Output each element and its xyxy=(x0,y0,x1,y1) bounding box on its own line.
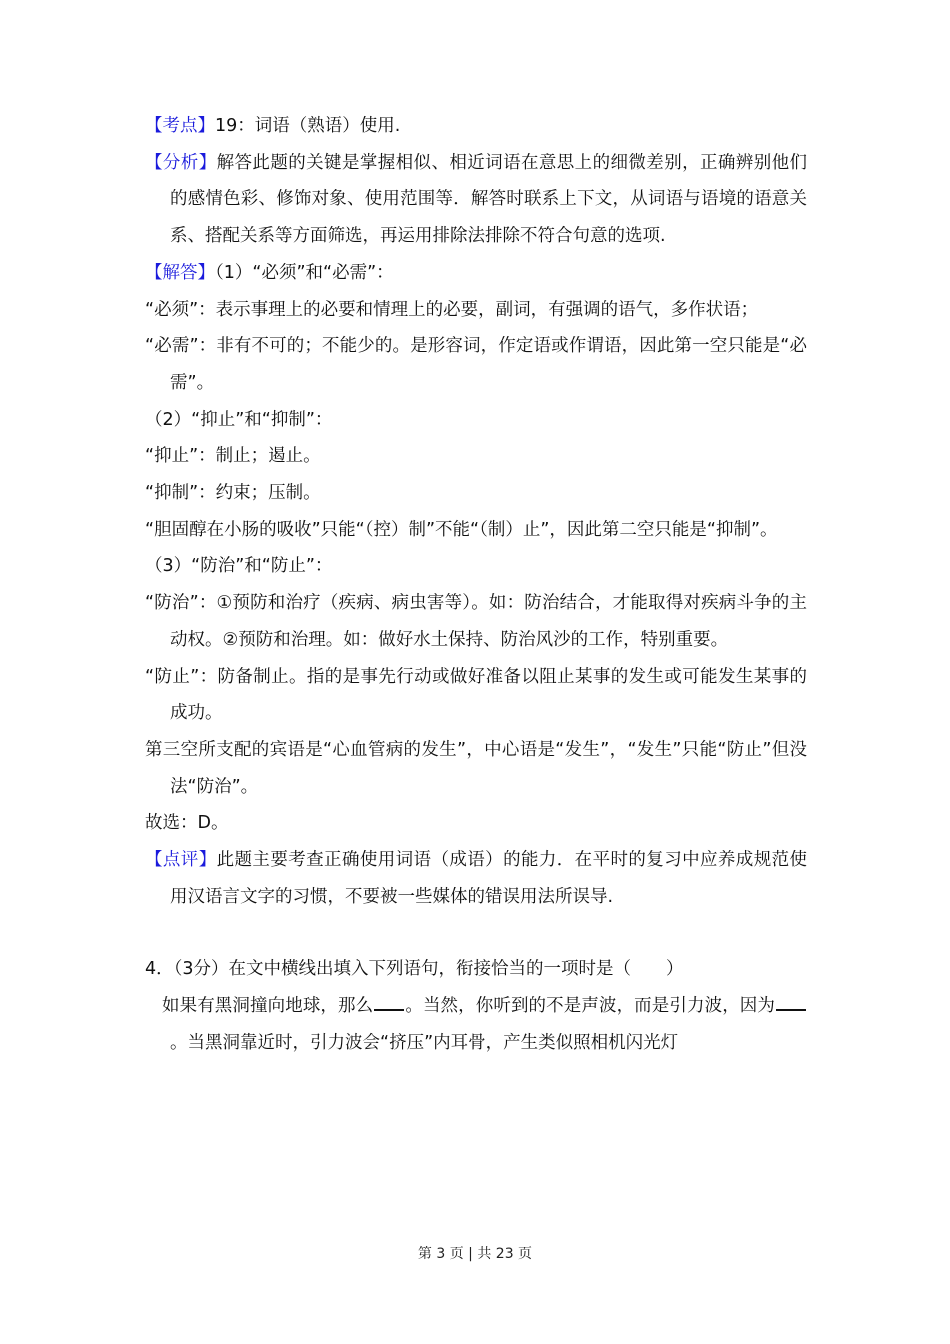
dianping-tag: 【点评】 xyxy=(145,850,217,871)
jieda-line: （2）“抑止”和“抑制”： xyxy=(145,409,333,430)
fenxi-tag: 【分析】 xyxy=(145,152,217,173)
kaodian-section xyxy=(145,108,807,145)
jieda-line: “抑制”：约束；压制。 xyxy=(145,483,321,504)
jieda-line: 第三空所支配的宾语是“心血管病的发生”，中心语是“发生”，“发生”只能“防止”但没法“防治”。 xyxy=(145,739,807,797)
fill-blank-1 xyxy=(374,995,404,1011)
jieda-line: “必需”：非有不可的；不能少的。是形容词，作定语或作谓语，因此第一空只能是“必需”。 xyxy=(145,336,807,393)
kaodian-tag: 【考点】 xyxy=(145,116,215,136)
dianping-text: 此题主要考查正确使用词语（成语）的能力．在平时的复习中应养成规范使用汉语言文字的习惯，不要被一些媒体的错误用法所误导. xyxy=(170,850,808,907)
dianping-section xyxy=(145,842,807,915)
fenxi-text: 解答此题的关键是掌握相似、相近词语在意思上的细微差别，正确辨别他们的感情色彩、修饰对象、使用范围等．解答时联系上下文，从词语与语境的语意关系、搭配关系等方面筛选，再运用排除法排除不符合句意的选项. xyxy=(170,152,808,247)
jieda-line: “胆固醇在小肠的吸收”只能“（控）制”不能“（制）止”，因此第二空只能是“抑制”。 xyxy=(145,519,778,540)
spacer xyxy=(145,915,807,951)
page-footer: 第 3 页 | 共 23 页 xyxy=(417,1246,533,1262)
jieda-line: “防止”：防备制止。指的是事先行动或做好准备以阻止某事的发生或可能发生某事的成功。 xyxy=(145,666,807,724)
jieda-line: “防治”：①预防和治疗（疾病、病虫害等）。如：防治结合，才能取得对疾病斗争的主动权。②预防和治理。如：做好水土保持、防治风沙的工作，特别重要。 xyxy=(145,593,807,650)
jieda-line: “必须”：表示事理上的必要和情理上的必要，副词，有强调的语气，多作状语； xyxy=(145,299,759,320)
passage-text: 。当然，你听到的不是声波，而是引力波，因为 xyxy=(405,996,775,1017)
jieda-answer: 故选：D。 xyxy=(145,813,229,834)
question-4-stem: 4．（3分）在文中横线出填入下列语句，衔接恰当的一项时是（ ） xyxy=(145,959,684,980)
jieda-section xyxy=(145,255,807,292)
passage-text: 如果有黑洞撞向地球，那么 xyxy=(162,996,374,1017)
kaodian-text: 19：词语（熟语）使用. xyxy=(215,116,401,136)
jieda-tag: 【解答】 xyxy=(145,262,215,283)
fill-blank-2 xyxy=(776,995,806,1011)
jieda-line: （3）“防治”和“防止”： xyxy=(145,556,333,577)
passage-text: 。当黑洞靠近时，引力波会“挤压”内耳骨，产生类似照相机闪光灯 xyxy=(170,1032,679,1053)
jieda-line: “抑止”：制止；遏止。 xyxy=(145,446,321,467)
document-body xyxy=(145,108,807,1062)
jieda-line: （1）“必须”和“必需”： xyxy=(215,262,394,283)
fenxi-section xyxy=(145,145,807,255)
question-4-passage xyxy=(145,988,807,1061)
